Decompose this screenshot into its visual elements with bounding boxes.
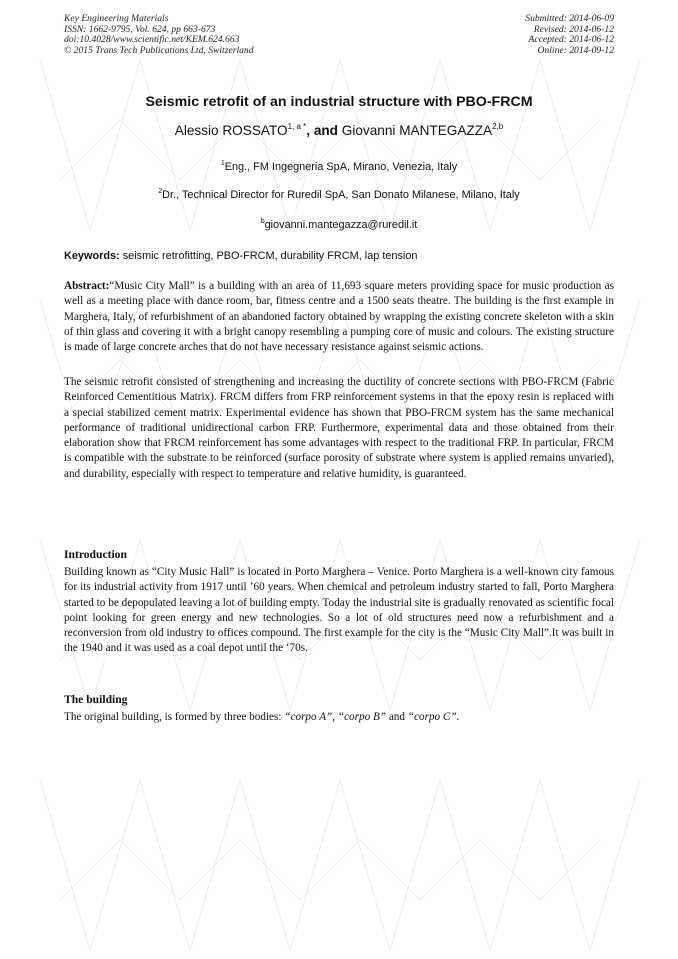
abstract-paragraph-2: The seismic retrofit consisted of strengthening and increasing the ductility of concrete sections with PBO-FRCM (Fabric Reinforced Cementitious Matrix). FRCM differs from FRP reinforcement systems in that the epoxy resin is replaced with a special stabilized cement matrix. Experimental evidence has shown that PBO-FRCM system has the same mechanical performance of traditional unidirectional carbon FRP. Furthermore, experimental data and those obtained from their elaboration show that FRCM reinforcement has some advantages with respect to the traditional FRP. In particular, FRCM is compatible with the substrate to be reinforced (surface porosity of substrate where system is applied remains unvaried), and durability, especially with respect to temperature and relative humidity, is guaranteed.: [64, 376, 614, 480]
abstract-paragraph-1: [64, 279, 614, 355]
building-corpo-ab: “corpo A”, “corpo B”: [284, 711, 387, 723]
affiliation-1: [0, 160, 678, 173]
keywords-text: seismic retrofitting, PBO-FRCM, durability FRCM, lap tension: [122, 250, 418, 262]
affiliation-2-sup: 2: [158, 188, 163, 195]
keywords: [64, 250, 614, 262]
building-heading: The building: [64, 693, 128, 706]
abstract-text-1: “Music City Mall” is a building with an area of 11,693 square meters providing space for music production as well as a meeting place with dance room, bar, fitness centre and a 1500 seats theatre. The building is the first example in Marghera, Italy, of refurbishment of an abandoned factory obtained by wrapping the existing concrete skeleton with a skin of thin glass and covering it with a bright canopy resembling a pumping core of music and colours. The existing structure is made of large concrete arches that do not have necessary resistance against seismic actions.: [64, 280, 614, 353]
author-1: Alessio ROSSATO: [174, 123, 288, 138]
affiliation-1-text: Eng., FM Ingegneria SpA, Mirano, Venezia, Italy: [224, 161, 458, 173]
email-line: [0, 218, 678, 231]
keywords-label: Keywords:: [64, 250, 120, 262]
submitted-date: Submitted: 2014-06-09: [525, 13, 614, 24]
accepted-date: Accepted: 2014-06-12: [528, 34, 614, 46]
abstract-label: Abstract:: [64, 280, 110, 292]
author-2-affiliation: 2,b: [492, 122, 504, 131]
introduction-heading: Introduction: [64, 548, 127, 561]
journal-name: Key Engineering Materials: [64, 13, 169, 24]
building-paragraph: [64, 710, 614, 725]
affiliation-2: [0, 188, 678, 201]
introduction-paragraph: Building known as “City Music Hall” is located in Porto Marghera – Venice. Porto Marghera is a well-known city famous for its industrial activity from 1917 until ’60 years. When chemical and petroleum industry started to fall, Porto Marghera started to be depopulated leaving a lot of building empty. Today the industrial site is gradually renovated as scientific focal point looking for green energy and new technologies. So a lot of old structures need now a refurbishment and a reconversion from old industry to offices compound. The first example for the city is the “Music City Mall”.It was built in the 1940 and it was used as a coal depot until the ‘70s.: [64, 566, 614, 655]
author-separator: , and: [306, 123, 342, 138]
author-line: [0, 122, 678, 138]
email-address[interactable]: giovanni.mantegazza@ruredil.it: [264, 219, 418, 231]
doi: doi:10.4028/www.scientific.net/KEM.624.663: [64, 34, 240, 46]
author-2: Giovanni MANTEGAZZA: [341, 123, 493, 138]
copyright: © 2015 Trans Tech Publications Ltd, Switzerland: [64, 44, 254, 56]
building-lead: The original building, is formed by three bodies:: [64, 711, 285, 723]
affiliation-1-sup: 1: [220, 160, 225, 167]
building-and: and: [386, 711, 408, 723]
affiliation-2-text: Dr., Technical Director for Ruredil SpA, San Donato Milanese, Milano, Italy: [162, 189, 520, 201]
revised-date: Revised: 2014-06-12: [533, 23, 614, 35]
paper-title: Seismic retrofit of an industrial structure with PBO-FRCM: [145, 94, 533, 110]
header-right: [525, 14, 614, 56]
building-corpo-c: “corpo C”.: [407, 711, 460, 723]
online-date: Online: 2014-09-12: [537, 44, 614, 56]
email-sup: b: [260, 218, 265, 225]
issn: ISSN: 1662-9795, Vol. 624, pp 663-673: [64, 23, 216, 35]
author-1-affiliation: 1, a *: [287, 122, 307, 131]
header-left: [64, 14, 254, 56]
